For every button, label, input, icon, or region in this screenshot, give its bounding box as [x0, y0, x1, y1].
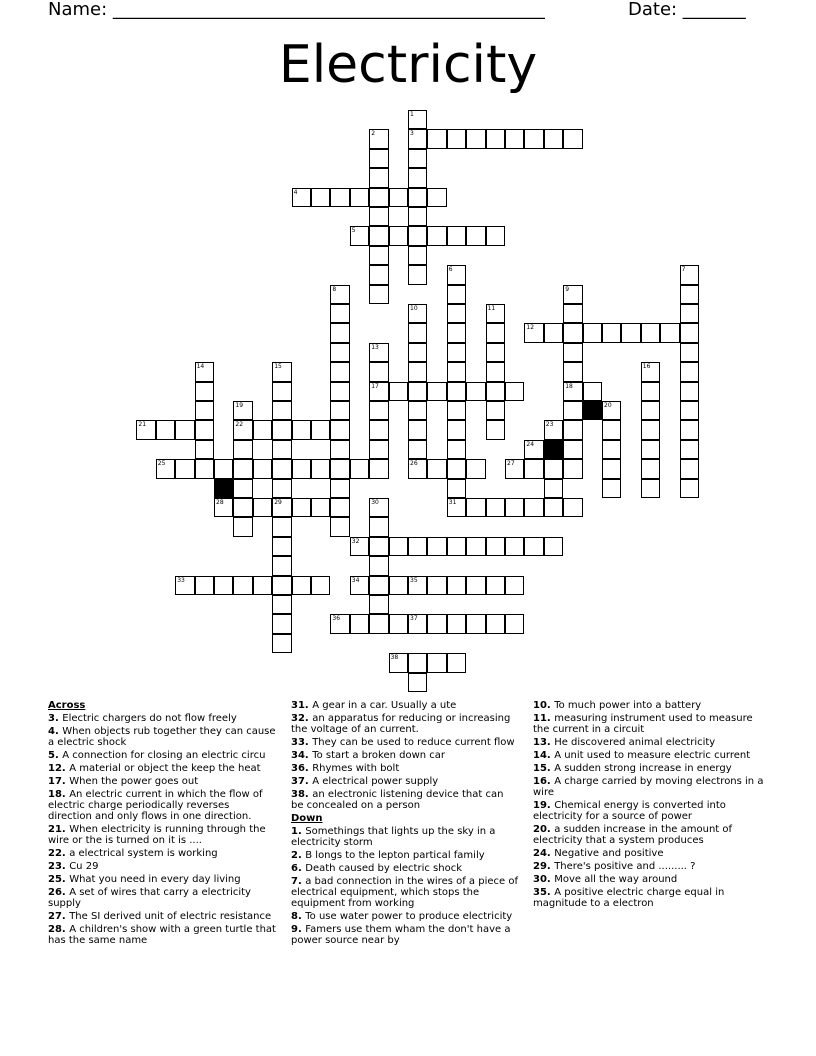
clue-item: 5. A connection for closing an electric circu: [48, 750, 266, 761]
answer-cell[interactable]: [272, 479, 291, 498]
answer-cell[interactable]: [447, 420, 466, 439]
answer-cell[interactable]: [563, 440, 582, 459]
answer-cell[interactable]: [408, 440, 427, 459]
answer-cell[interactable]: [680, 382, 699, 401]
answer-cell[interactable]: [602, 479, 621, 498]
clue-item: 19. Chemical energy is converted into electricity for a source of power: [533, 800, 726, 822]
clue-number: 28: [216, 499, 224, 506]
answer-cell[interactable]: [175, 459, 194, 478]
answer-cell[interactable]: [505, 576, 524, 595]
answer-cell[interactable]: [427, 226, 446, 245]
clue-item: 37. A electrical power supply: [291, 776, 439, 787]
answer-cell[interactable]: [447, 440, 466, 459]
answer-cell[interactable]: [427, 653, 446, 672]
answer-cell[interactable]: [427, 459, 446, 478]
answer-cell[interactable]: [583, 382, 602, 401]
answer-cell[interactable]: [195, 382, 214, 401]
answer-cell[interactable]: [272, 517, 291, 536]
answer-cell[interactable]: [486, 343, 505, 362]
answer-cell[interactable]: [447, 459, 466, 478]
across-clue-list: [48, 713, 276, 946]
answer-cell[interactable]: [408, 382, 427, 401]
answer-cell[interactable]: [680, 285, 699, 304]
answer-cell[interactable]: [408, 188, 427, 207]
answer-cell[interactable]: [311, 459, 330, 478]
answer-cell[interactable]: [253, 459, 272, 478]
answer-cell[interactable]: [389, 382, 408, 401]
answer-cell[interactable]: [292, 459, 311, 478]
answer-cell[interactable]: [505, 614, 524, 633]
answer-cell[interactable]: [466, 129, 485, 148]
answer-cell[interactable]: [195, 401, 214, 420]
answer-cell[interactable]: [195, 576, 214, 595]
answer-cell[interactable]: [447, 285, 466, 304]
answer-cell[interactable]: [369, 149, 388, 168]
answer-cell[interactable]: [195, 420, 214, 439]
clue-item: 14. A unit used to measure electric current: [533, 750, 751, 761]
answer-cell[interactable]: [486, 498, 505, 517]
answer-cell[interactable]: [641, 459, 660, 478]
answer-cell[interactable]: [311, 576, 330, 595]
answer-cell[interactable]: [447, 537, 466, 556]
clue-number: 18: [565, 382, 573, 390]
answer-cell[interactable]: [563, 343, 582, 362]
clue-item: 27. The SI derived unit of electric resistance: [48, 911, 272, 922]
clue-number: 11: [487, 305, 496, 312]
answer-cell[interactable]: [369, 595, 388, 614]
clue-item: 15. A sudden strong increase in energy: [533, 763, 732, 774]
clue-number: 23: [545, 421, 554, 429]
answer-cell[interactable]: [505, 129, 524, 148]
answer-cell[interactable]: [408, 265, 427, 284]
clue-number: 36: [332, 615, 341, 623]
clue-item: 26. A set of wires that carry a electricity supply: [48, 887, 251, 909]
answer-cell[interactable]: [330, 188, 349, 207]
answer-cell[interactable]: [408, 323, 427, 342]
answer-cell[interactable]: [408, 537, 427, 556]
answer-cell[interactable]: [563, 362, 582, 381]
answer-cell[interactable]: [466, 537, 485, 556]
clue-item: 34. To start a broken down car: [291, 750, 446, 761]
answer-cell[interactable]: [233, 517, 252, 536]
answer-cell[interactable]: [369, 362, 388, 381]
name-line: Name: ________________________________________________: [48, 0, 545, 20]
answer-cell[interactable]: [369, 265, 388, 284]
answer-cell[interactable]: [563, 401, 582, 420]
clue-number: 6: [448, 266, 453, 274]
clue-item: 24. Negative and positive: [533, 848, 664, 859]
answer-cell[interactable]: [466, 459, 485, 478]
black-square: [214, 479, 233, 498]
answer-cell[interactable]: [330, 362, 349, 381]
answer-cell[interactable]: [408, 207, 427, 226]
clue-number: 9: [565, 285, 570, 293]
answer-cell[interactable]: [408, 246, 427, 265]
answer-cell[interactable]: [233, 440, 252, 459]
answer-cell[interactable]: [272, 556, 291, 575]
answer-cell[interactable]: [292, 498, 311, 517]
clue-item: 4. When objects rub together they can cause a electric shock: [48, 726, 276, 748]
answer-cell[interactable]: [680, 362, 699, 381]
answer-cell[interactable]: [427, 537, 446, 556]
clue-item: 12. A material or object the keep the heat: [48, 763, 261, 774]
answer-cell[interactable]: [447, 129, 466, 148]
answer-cell[interactable]: [292, 576, 311, 595]
answer-cell[interactable]: [563, 129, 582, 148]
clue-item: 36. Rhymes with bolt: [291, 763, 400, 774]
down-clue-list: [291, 826, 519, 946]
answer-cell[interactable]: [427, 382, 446, 401]
clue-item: 31. A gear in a car. Usually a ute: [291, 700, 457, 711]
clue-item: 17. When the power goes out: [48, 776, 199, 787]
answer-cell[interactable]: [272, 382, 291, 401]
clue-number: 33: [177, 576, 185, 584]
clue-number: 31: [448, 499, 457, 506]
clue-item: 32. an apparatus for reducing or increasing the voltage of an current.: [291, 713, 511, 735]
answer-cell[interactable]: [447, 479, 466, 498]
answer-cell[interactable]: [505, 382, 524, 401]
answer-cell[interactable]: [369, 517, 388, 536]
answer-cell[interactable]: [156, 420, 175, 439]
answer-cell[interactable]: [680, 479, 699, 498]
answer-cell[interactable]: [272, 401, 291, 420]
clue-item: 16. A charge carried by moving electrons in a wire: [533, 776, 764, 798]
clue-item: 20. a sudden increase in the amount of electricity that a system produces: [533, 824, 733, 846]
clue-number: 26: [410, 460, 418, 468]
answer-cell[interactable]: [427, 576, 446, 595]
answer-cell[interactable]: [466, 382, 485, 401]
clue-item: 3. Electric chargers do not flow freely: [48, 713, 237, 724]
clue-number: 14: [196, 363, 205, 371]
answer-cell[interactable]: [524, 537, 543, 556]
answer-cell[interactable]: [524, 459, 543, 478]
answer-cell[interactable]: [330, 323, 349, 342]
answer-cell[interactable]: [486, 614, 505, 633]
clue-item: 25. What you need in every day living: [48, 874, 241, 885]
answer-cell[interactable]: [369, 207, 388, 226]
answer-cell[interactable]: [389, 537, 408, 556]
clue-number: 3: [410, 130, 414, 138]
clue-item: 30. Move all the way around: [533, 874, 678, 885]
answer-cell[interactable]: [602, 420, 621, 439]
clue-item: 11. measuring instrument used to measure the current in a circuit: [533, 713, 753, 735]
answer-cell[interactable]: [466, 226, 485, 245]
answer-cell[interactable]: [369, 401, 388, 420]
answer-cell[interactable]: [330, 440, 349, 459]
answer-cell[interactable]: [330, 459, 349, 478]
clue-item: 33. They can be used to reduce current flow: [291, 737, 515, 748]
clue-item: 7. a bad connection in the wires of a piece of electrical equipment, which stops the equipment from working: [291, 876, 518, 909]
clue-number: 20: [604, 402, 612, 409]
clue-number: 2: [371, 130, 376, 138]
answer-cell[interactable]: [641, 420, 660, 439]
clue-number: 34: [351, 576, 360, 584]
answer-cell[interactable]: [408, 401, 427, 420]
answer-cell[interactable]: [253, 498, 272, 517]
answer-cell[interactable]: [466, 576, 485, 595]
answer-cell[interactable]: [369, 420, 388, 439]
answer-cell[interactable]: [369, 556, 388, 575]
clue-number: 25: [157, 460, 166, 468]
clue-item: 2. B longs to the lepton partical family: [291, 850, 485, 861]
answer-cell[interactable]: [272, 459, 291, 478]
clue-item: 22. a electrical system is working: [48, 848, 218, 859]
across-heading: Across: [48, 700, 86, 711]
clue-number: 32: [351, 537, 360, 545]
answer-cell[interactable]: [350, 188, 369, 207]
clue-number: 7: [681, 266, 686, 274]
answer-cell[interactable]: [272, 614, 291, 633]
answer-cell[interactable]: [330, 401, 349, 420]
answer-cell[interactable]: [195, 440, 214, 459]
answer-cell[interactable]: [680, 459, 699, 478]
answer-cell[interactable]: [408, 653, 427, 672]
answer-cell[interactable]: [641, 323, 660, 342]
answer-cell[interactable]: [563, 304, 582, 323]
answer-cell[interactable]: [427, 614, 446, 633]
answer-cell[interactable]: [369, 285, 388, 304]
answer-cell[interactable]: [563, 323, 582, 342]
clue-number: 10: [410, 305, 418, 312]
clue-item: 10. To much power into a battery: [533, 700, 702, 711]
answer-cell[interactable]: [680, 401, 699, 420]
answer-cell[interactable]: [486, 576, 505, 595]
answer-cell[interactable]: [350, 614, 369, 633]
clue-number: 15: [274, 363, 282, 371]
answer-cell[interactable]: [641, 440, 660, 459]
clue-item: 1. Somethings that lights up the sky in a electricity storm: [291, 826, 496, 848]
answer-cell[interactable]: [505, 498, 524, 517]
clue-number: 24: [526, 440, 535, 448]
black-square: [583, 401, 602, 420]
down-heading: Down: [291, 813, 323, 824]
answer-cell[interactable]: [233, 498, 252, 517]
clue-number: 35: [410, 576, 418, 584]
clue-number: 21: [138, 421, 147, 429]
clue-number: 8: [332, 285, 337, 293]
answer-cell[interactable]: [408, 420, 427, 439]
answer-cell[interactable]: [641, 479, 660, 498]
answer-cell[interactable]: [408, 343, 427, 362]
answer-cell[interactable]: [253, 420, 272, 439]
answer-cell[interactable]: [330, 479, 349, 498]
clue-number: 19: [235, 402, 244, 409]
answer-cell[interactable]: [175, 420, 194, 439]
answer-cell[interactable]: [330, 304, 349, 323]
clue-number: 29: [274, 499, 282, 506]
answer-cell[interactable]: [292, 420, 311, 439]
page-title: Electricity: [278, 35, 538, 95]
clue-number: 12: [526, 324, 535, 332]
answer-cell[interactable]: [389, 188, 408, 207]
answer-cell[interactable]: [486, 362, 505, 381]
answer-cell[interactable]: [272, 440, 291, 459]
answer-cell[interactable]: [330, 420, 349, 439]
answer-cell[interactable]: [486, 323, 505, 342]
answer-cell[interactable]: [369, 188, 388, 207]
clues-column-3: [533, 700, 765, 911]
clue-number: 5: [351, 227, 356, 235]
answer-cell[interactable]: [563, 498, 582, 517]
answer-cell[interactable]: [466, 614, 485, 633]
clue-item: 28. A children's show with a green turtle that has the same name: [48, 924, 276, 946]
answer-cell[interactable]: [369, 614, 388, 633]
answer-cell[interactable]: [680, 420, 699, 439]
answer-cell[interactable]: [233, 459, 252, 478]
answer-cell[interactable]: [563, 420, 582, 439]
answer-cell[interactable]: [447, 304, 466, 323]
answer-cell[interactable]: [272, 634, 291, 653]
answer-cell[interactable]: [427, 188, 446, 207]
answer-cell[interactable]: [408, 226, 427, 245]
answer-cell[interactable]: [447, 614, 466, 633]
answer-cell[interactable]: [389, 226, 408, 245]
answer-cell[interactable]: [330, 382, 349, 401]
answer-cell[interactable]: [447, 362, 466, 381]
clue-item: 6. Death caused by electric shock: [291, 863, 462, 874]
answer-cell[interactable]: [369, 168, 388, 187]
clue-number: 37: [410, 615, 418, 623]
black-square: [544, 440, 563, 459]
answer-cell[interactable]: [660, 323, 679, 342]
date-line: Date: _______: [628, 0, 746, 20]
answer-cell[interactable]: [272, 576, 291, 595]
answer-cell[interactable]: [233, 576, 252, 595]
answer-cell[interactable]: [680, 323, 699, 342]
answer-cell[interactable]: [641, 401, 660, 420]
answer-cell[interactable]: [680, 440, 699, 459]
answer-cell[interactable]: [621, 323, 640, 342]
answer-cell[interactable]: [214, 576, 233, 595]
answer-cell[interactable]: [447, 226, 466, 245]
answer-cell[interactable]: [408, 673, 427, 692]
answer-cell[interactable]: [350, 459, 369, 478]
clue-item: 23. Cu 29: [48, 861, 99, 872]
down-clue-list-continued: [533, 700, 765, 909]
answer-cell[interactable]: [369, 440, 388, 459]
clue-number: 17: [371, 382, 379, 390]
answer-cell[interactable]: [214, 459, 233, 478]
clues-column-2: [291, 700, 519, 948]
answer-cell[interactable]: [544, 129, 563, 148]
answer-cell[interactable]: [408, 362, 427, 381]
across-clue-list-continued: [291, 700, 519, 811]
answer-cell[interactable]: [486, 382, 505, 401]
answer-cell[interactable]: [389, 614, 408, 633]
clue-number: 30: [371, 499, 379, 506]
answer-cell[interactable]: [524, 498, 543, 517]
answer-cell[interactable]: [369, 459, 388, 478]
answer-cell[interactable]: [466, 498, 485, 517]
clue-number: 38: [390, 654, 399, 662]
answer-cell[interactable]: [680, 304, 699, 323]
clue-item: 21. When electricity is running through the wire or the is turned on it is ....: [48, 824, 266, 846]
answer-cell[interactable]: [330, 498, 349, 517]
answer-cell[interactable]: [195, 459, 214, 478]
answer-cell[interactable]: [486, 226, 505, 245]
answer-cell[interactable]: [583, 323, 602, 342]
answer-cell[interactable]: [447, 576, 466, 595]
answer-cell[interactable]: [486, 401, 505, 420]
answer-cell[interactable]: [544, 459, 563, 478]
answer-cell[interactable]: [447, 401, 466, 420]
answer-cell[interactable]: [253, 576, 272, 595]
clue-item: 8. To use water power to produce electricity: [291, 911, 513, 922]
answer-cell[interactable]: [369, 576, 388, 595]
clue-number: 4: [293, 188, 298, 196]
answer-cell[interactable]: [505, 537, 524, 556]
answer-cell[interactable]: [369, 246, 388, 265]
clue-number: 22: [235, 421, 244, 429]
clue-item: 38. an electronic listening device that can be concealed on a person: [291, 789, 504, 811]
answer-cell[interactable]: [427, 129, 446, 148]
clues-column-1: [48, 700, 276, 948]
clue-number: 1: [410, 111, 414, 118]
clue-number: 13: [371, 343, 379, 351]
answer-cell[interactable]: [330, 343, 349, 362]
answer-cell[interactable]: [233, 479, 252, 498]
answer-cell[interactable]: [447, 382, 466, 401]
answer-cell[interactable]: [311, 188, 330, 207]
answer-cell[interactable]: [602, 459, 621, 478]
answer-cell[interactable]: [330, 517, 349, 536]
answer-cell[interactable]: [680, 343, 699, 362]
answer-cell[interactable]: [544, 498, 563, 517]
answer-cell[interactable]: [524, 129, 543, 148]
answer-cell[interactable]: [447, 323, 466, 342]
answer-cell[interactable]: [272, 595, 291, 614]
answer-cell[interactable]: [311, 420, 330, 439]
clue-number: 16: [642, 363, 651, 371]
answer-cell[interactable]: [311, 498, 330, 517]
answer-cell[interactable]: [447, 343, 466, 362]
answer-cell[interactable]: [447, 653, 466, 672]
answer-cell[interactable]: [602, 440, 621, 459]
clue-item: 29. There's positive and ......... ?: [533, 861, 696, 872]
answer-cell[interactable]: [486, 420, 505, 439]
answer-cell[interactable]: [486, 129, 505, 148]
clue-item: 35. A positive electric charge equal in magnitude to a electron: [533, 887, 725, 909]
clue-item: 13. He discovered animal electricity: [533, 737, 716, 748]
answer-cell[interactable]: [369, 537, 388, 556]
answer-cell[interactable]: [486, 537, 505, 556]
answer-cell[interactable]: [408, 149, 427, 168]
answer-cell[interactable]: [641, 382, 660, 401]
answer-cell[interactable]: [544, 537, 563, 556]
answer-cell[interactable]: [544, 323, 563, 342]
clue-item: 18. An electric current in which the flow of electric charge periodically reverses direction and only flows in one direction.: [48, 789, 263, 822]
answer-cell[interactable]: [602, 323, 621, 342]
answer-cell[interactable]: [389, 576, 408, 595]
answer-cell[interactable]: [272, 537, 291, 556]
answer-cell[interactable]: [272, 420, 291, 439]
answer-cell[interactable]: [369, 226, 388, 245]
answer-cell[interactable]: [408, 168, 427, 187]
answer-cell[interactable]: [563, 459, 582, 478]
answer-cell[interactable]: [544, 479, 563, 498]
clue-number: 27: [507, 460, 515, 468]
clue-item: 9. Famers use them wham the don't have a power source near by: [291, 924, 511, 946]
